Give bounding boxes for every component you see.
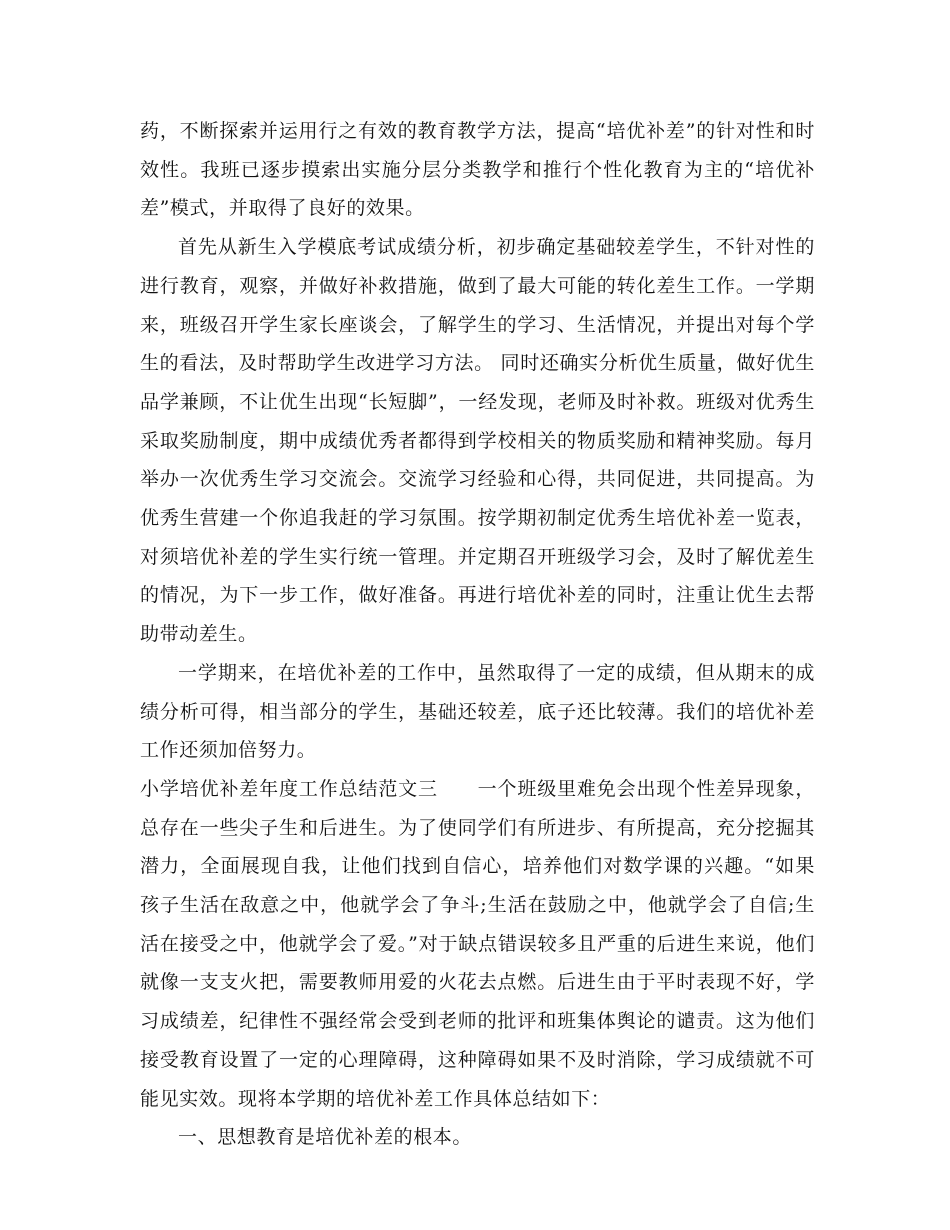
paragraph-3: 一学期来，在培优补差的工作中，虽然取得了一定的成绩，但从期末的成绩分析可得，相当部分的学生，基础还较差，底子还比较薄。我们的培优补差工作还须加倍努力。 (140, 661, 815, 762)
paragraph-2: 首先从新生入学模底考试成绩分析，初步确定基础较差学生，不针对性的进行教育，观察，并做好补救措施，做到了最大可能的转化差生工作。一学期来，班级召开学生家长座谈会，了解学生的学习、生活情况，并提出对每个学生的看法，及时帮助学生改进学习方法。 同时还确实分析优生质量，做好优生品学兼顾，不让优生出现“长短脚”，一经发现，老师及时补救。班级对优秀生采取奖励制度，期中成绩优秀者都得到学校相关的物质奖励和精神奖励。每月举办一次优秀生学习交流会。交流学习经验和心得，共同促进，共同提高。为优秀生营建一个你追我赶的学习氛围。按学期初制定优秀生培优补差一览表，对须培优补差的学生实行统一管理。并定期召开班级学习会，及时了解优差生的情况，为下一步工作，做好准备。再进行培优补差的同时，注重让优生去帮助带动差生。 (140, 236, 815, 646)
paragraph-4 (140, 770, 815, 1118)
document-body (140, 112, 815, 1157)
paragraph-4-text: 一个班级里难免会出现个性差异现象，总存在一些尖子生和后进生。为了使同学们有所进步、有所提高，充分挖掘其潜力，全面展现自我，让他们找到自信心，培养他们对数学课的兴趣。“如果孩子生活在敌意之中，他就学会了争斗;生活在鼓励之中，他就学会了自信;生活在接受之中，他就学会了爱。”对于缺点错误较多且严重的后进生来说，他们就像一支支火把，需要教师用爱的火花去点燃。后进生由于平时表现不好，学习成绩差，纪律性不强经常会受到老师的批评和班集体舆论的谴责。这为他们接受教育设置了一定的心理障碍，这种障碍如果不及时消除，学习成绩就不可能见实效。现将本学期的培优补差工作具体总结如下： (140, 777, 815, 1110)
paragraph-1: 药，不断探索并运用行之有效的教育教学方法，提高“培优补差”的针对性和时效性。我班已逐步摸索出实施分层分类教学和推行个性化教育为主的“培优补差”模式，并取得了良好的效果。 (140, 120, 815, 220)
paragraph-5: 一、思想教育是培优补差的根本。 (178, 1126, 473, 1149)
section-heading: 小学培优补差年度工作总结范文三 (140, 777, 438, 800)
